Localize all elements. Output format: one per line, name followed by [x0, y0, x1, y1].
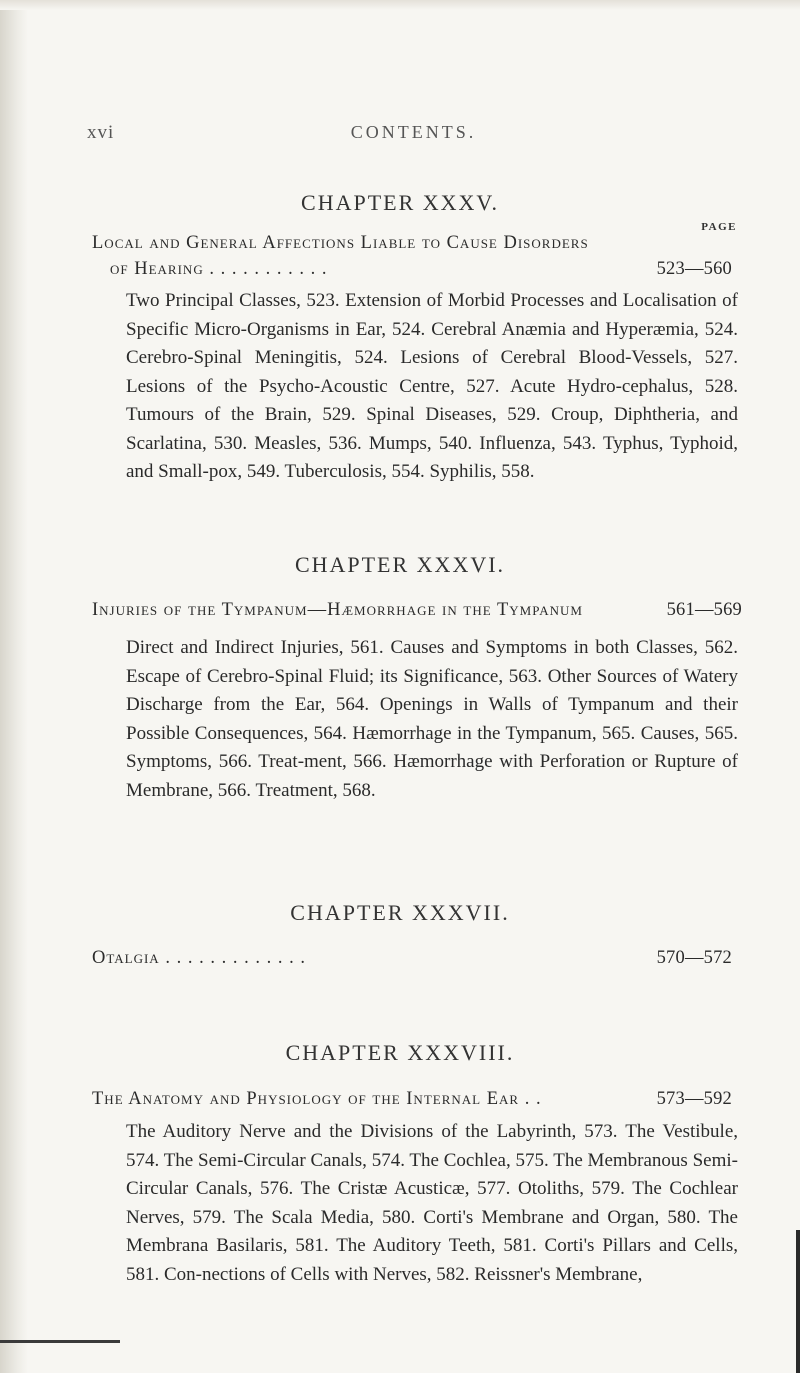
chapter-title-line-1: Otalgia . . . . . . . . . . . . .	[92, 948, 306, 968]
running-title: CONTENTS.	[350, 122, 477, 142]
page-top-shadow	[0, 0, 800, 10]
chapter-title	[92, 944, 732, 972]
chapter-heading: CHAPTER XXXVIII.	[285, 1040, 515, 1065]
chapter-title	[92, 1085, 732, 1113]
page-range: 573—592	[656, 1089, 732, 1109]
running-head	[87, 122, 740, 142]
page-edge-mark	[796, 1230, 800, 1373]
chapter-title-line-1: Injuries of the Tympanum—Hæmorrhage in the Tympanum	[92, 600, 583, 620]
chapter-title-line-1: The Anatomy and Physiology of the Internal Ear . .	[92, 1089, 542, 1109]
page-column-label: PAGE	[701, 221, 737, 233]
chapter-summary: Direct and Indirect Injuries, 561. Causes and Symptoms in both Classes, 562. Escape of Cerebro-Spinal Fluid; its Significance, 563. Other Sources of Watery Discharge from the Ear, 564. Openings in Walls of Tympanum and their Possible Consequences, 564. Hæmorrhage in the Tympanum, 565. Causes, 565. Symptoms, 566. Treat-ment, 566. Hæmorrhage with Perforation or Rupture of Membrane, 566. Treatment, 568.	[126, 637, 738, 801]
chapter-title-continued	[110, 255, 732, 283]
chapter-summary: Two Principal Classes, 523. Extension of Morbid Processes and Localisation of Specific Micro-Organisms in Ear, 524. Cerebral Anæmia and Hyperæmia, 524. Cerebro-Spinal Meningitis, 524. Lesions of Cerebral Blood-Vessels, 527. Lesions of the Psycho-Acoustic Centre, 527. Acute Hydro-cephalus, 528. Tumours of the Brain, 529. Spinal Diseases, 529. Croup, Diphtheria, and Scarlatina, 530. Measles, 536. Mumps, 540. Influenza, 543. Typhus, Typhoid, and Small-pox, 549. Tuberculosis, 554. Syphilis, 558.	[126, 290, 738, 482]
chapter-title-line-1: Local and General Affections Liable to Cause Disorders	[92, 233, 589, 253]
chapter-heading: CHAPTER XXXVI.	[294, 552, 506, 577]
chapter-heading: CHAPTER XXXVII.	[290, 900, 510, 925]
chapter-title	[92, 229, 732, 257]
chapter-heading: CHAPTER XXXV.	[301, 190, 499, 215]
page-number: xvi	[87, 122, 115, 143]
chapter-summary: The Auditory Nerve and the Divisions of the Labyrinth, 573. The Vestibule, 574. The Semi-Circular Canals, 574. The Cochlea, 575. The Membranous Semi-Circular Canals, 576. The Cristæ Acusticæ, 577. Otoliths, 579. The Cochlear Nerves, 579. The Scala Media, 580. Corti's Membrane and Organ, 580. The Membrana Basilaris, 581. The Auditory Teeth, 581. Corti's Pillars and Cells, 581. Con-nections of Cells with Nerves, 582. Reissner's Membrane,	[126, 1121, 738, 1285]
page-range: 570—572	[656, 948, 732, 968]
chapter-title	[92, 596, 742, 624]
page-range: 523—560	[656, 259, 732, 279]
page-range: 561—569	[666, 600, 742, 620]
chapter-title-line-2: of Hearing . . . . . . . . . . .	[110, 259, 328, 279]
page-bottom-mark	[0, 1340, 120, 1343]
